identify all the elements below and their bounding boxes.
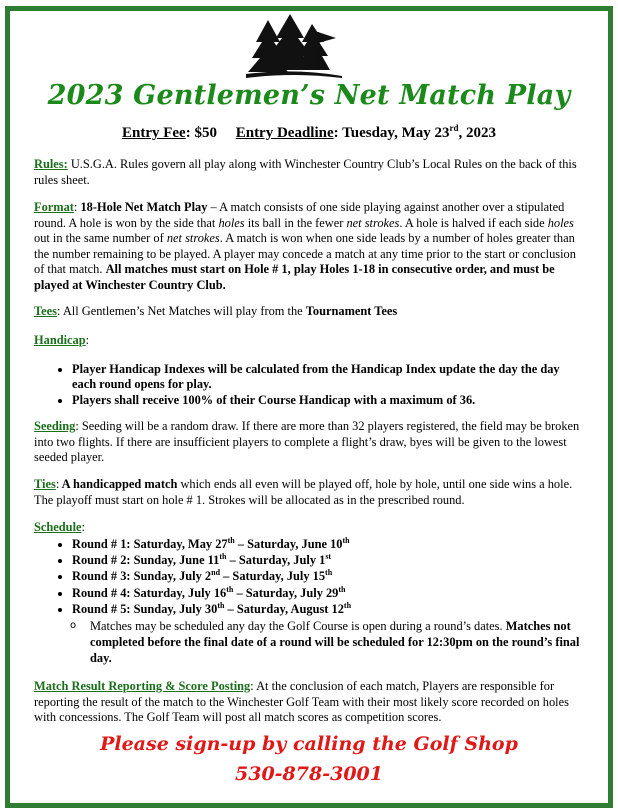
- entry-deadline-label: Entry Deadline: [235, 125, 334, 141]
- round-start-suffix: th: [217, 601, 225, 610]
- round-end-suffix: th: [338, 584, 346, 594]
- format-term-holes: holes: [218, 215, 245, 230]
- round-start-suffix: th: [219, 551, 227, 561]
- format-text-1: – A match consists of one side playing against another over a stipulated round. A hole is won by the side that: [34, 200, 565, 230]
- format-colon: :: [73, 200, 78, 214]
- schedule-notes: [72, 618, 582, 667]
- round-item: [72, 552, 582, 568]
- round-start: Round # 3: Sunday, July 2: [72, 569, 212, 584]
- round-item: [72, 568, 582, 584]
- format-term-net-strokes-2: net strokes: [166, 231, 220, 245]
- round-start-suffix: nd: [211, 568, 221, 578]
- tees-label: Tees: [34, 304, 57, 318]
- round-end: – Saturday, August 12: [224, 602, 344, 617]
- seeding-label: Seeding: [34, 419, 76, 433]
- format-term-holes-2: holes: [547, 215, 574, 230]
- format-term-net-strokes: net strokes: [346, 215, 400, 230]
- schedule-note-bold: Matches not completed before the final date of a round will be scheduled for 12:30pm on the round’s final day.: [90, 618, 580, 666]
- format-text-2: its ball in the fewer: [244, 215, 347, 230]
- handicap-item: • Player Handicap Indexes will be calculated from the Handicap Index update the day the day each round opens for play.: [72, 362, 582, 393]
- round-end: – Saturday, June 10: [234, 536, 343, 551]
- seeding-section: [34, 419, 582, 466]
- format-requirement: All matches must start on Hole # 1, play Holes 1-18 in consecutive order, and must be played at Winchester Country Club.: [34, 262, 555, 292]
- ties-section: [34, 477, 582, 508]
- schedule-list: [34, 536, 582, 667]
- tees-text: All Gentlemen’s Net Matches will play from the: [60, 304, 306, 318]
- round-end-suffix: th: [342, 535, 350, 545]
- round-end-suffix: th: [325, 568, 333, 578]
- handicap-section: [34, 333, 582, 408]
- format-text-4: out in the same number of: [34, 231, 167, 245]
- phone-number: 530-878-3001: [235, 763, 383, 785]
- reporting-section: [34, 679, 582, 726]
- ties-bold: A handicapped match: [59, 477, 178, 491]
- entry-fee-value: : $50: [185, 125, 217, 141]
- rules-label: Rules:: [34, 157, 68, 171]
- page-title: 2023 Gentlemen’s Net Match Play: [47, 80, 571, 111]
- ties-text: which ends all even will be played off, hole by hole, until one side wins a hole. The playoff must start on hole # 1. Strokes will be allocated as in the prescribed round.: [34, 477, 573, 507]
- entry-info: [0, 125, 618, 142]
- rules-section: [34, 157, 582, 188]
- rules-text: U.S.G.A. Rules govern all play along with Winchester Country Club’s Local Rules on the back of this rules sheet.: [34, 157, 577, 187]
- schedule-note-text: Matches may be scheduled any day the Golf Course is open during a round’s dates.: [90, 618, 506, 633]
- round-start: Round # 2: Sunday, June 11: [72, 552, 220, 567]
- format-title: 18-Hole Net Match Play: [77, 200, 208, 214]
- reporting-label: Match Result Reporting & Score Posting: [34, 679, 251, 693]
- pine-trees-flag-icon: [246, 12, 342, 80]
- format-label: Format: [34, 200, 74, 214]
- round-end: – Saturday, July 29: [233, 585, 339, 600]
- entry-deadline-value: : Tuesday, May 23: [333, 125, 450, 141]
- round-item: [72, 536, 582, 552]
- handicap-label: Handicap: [34, 333, 86, 347]
- entry-fee-label: Entry Fee: [121, 125, 186, 141]
- round-end: – Saturday, July 1: [226, 552, 326, 567]
- handicap-colon: :: [85, 333, 90, 347]
- round-end-suffix: st: [325, 551, 332, 561]
- round-start: Round # 4: Saturday, July 16: [72, 585, 227, 600]
- tees-section: [34, 304, 582, 320]
- signup-text: Please sign-up by calling the Golf Shop: [100, 733, 518, 755]
- tees-colon: :: [56, 304, 61, 318]
- ties-label: Ties: [34, 477, 56, 491]
- round-start-suffix: th: [226, 584, 234, 594]
- deadline-suffix: rd: [449, 123, 459, 133]
- round-start: Round # 5: Sunday, July 30: [72, 602, 218, 617]
- schedule-note: [90, 618, 582, 667]
- handicap-list: [34, 362, 582, 409]
- handicap-item: • Players shall receive 100% of their Course Handicap with a maximum of 36.: [72, 393, 582, 409]
- round-item: [72, 585, 582, 601]
- format-text-3: . A hole is halved if each side: [399, 215, 548, 230]
- format-section: [34, 200, 582, 293]
- schedule-section: [34, 520, 582, 667]
- round-start-suffix: th: [227, 535, 235, 545]
- format-text-5: . A match is won when one side leads by a number of holes greater than the number remaining to be played. A player may concede a match at any time prior to the start or conclusion of that match.: [34, 231, 576, 276]
- ties-colon: :: [55, 477, 60, 491]
- round-end-suffix: th: [343, 601, 352, 610]
- reporting-text: : At the conclusion of each match, Players are responsible for reporting the result of the match to the Winchester Golf Team with their most likely score recorded on holes with concessions. The Golf Team will post all match scores as competition scores.: [34, 679, 569, 724]
- deadline-year: , 2023: [458, 125, 497, 141]
- schedule-colon: :: [81, 520, 85, 534]
- seeding-text: : Seeding will be a random draw. If there are more than 32 players registered, the field may be broken into two flights. If there are insufficient players to complete a flight’s draw, byes will be given to the lowest seeded player.: [34, 419, 580, 464]
- round-start: Round # 1: Saturday, May 27: [72, 536, 228, 551]
- round-item: [72, 601, 582, 667]
- round-end: – Saturday, July 15: [220, 569, 326, 584]
- schedule-label: Schedule: [34, 520, 82, 534]
- tees-name: Tournament Tees: [305, 304, 398, 318]
